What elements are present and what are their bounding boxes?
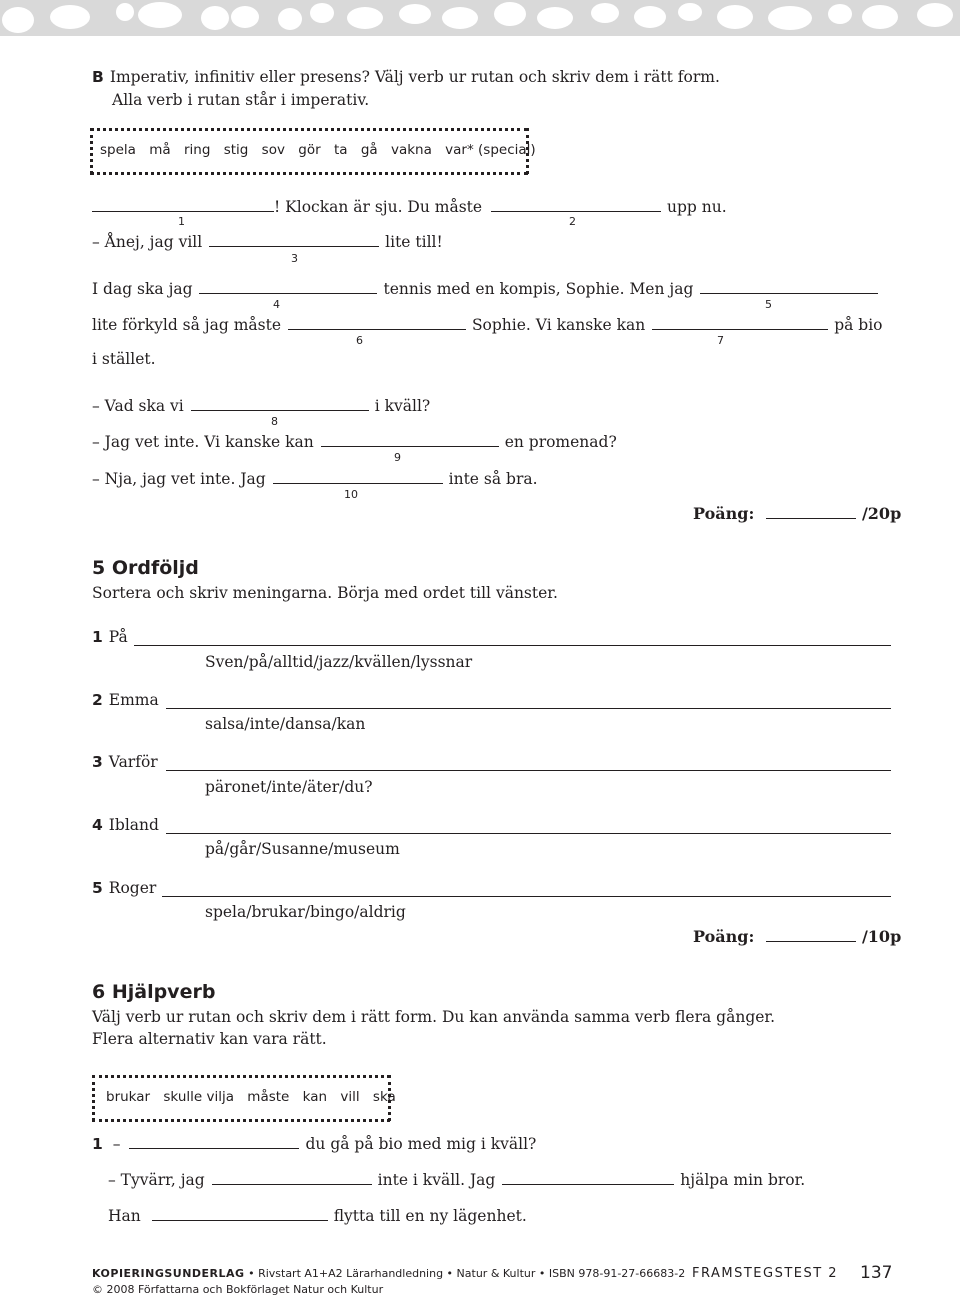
item-number: 4 xyxy=(92,816,103,834)
points-max: /20p xyxy=(861,504,902,523)
exercise-b-text: i kväll? xyxy=(374,397,431,415)
section-6-title: 6 Hjälpverb xyxy=(92,981,216,1003)
ordfoljd-item-2 xyxy=(92,691,159,709)
word-hint-4: på/går/Susanne/museum xyxy=(205,840,400,858)
exercise-b-line-7 xyxy=(92,433,617,451)
ordfoljd-item-5 xyxy=(92,879,156,897)
word-box-b-word: ring xyxy=(183,142,211,158)
item-number: 5 xyxy=(92,879,103,897)
blank-number-6: 6 xyxy=(356,334,363,347)
word-box-b-word: var* (special) xyxy=(445,142,536,158)
answer-blank-7[interactable] xyxy=(652,329,828,330)
word-box-6-word: skulle vilja xyxy=(163,1089,234,1105)
word-hint-5: spela/brukar/bingo/aldrig xyxy=(205,903,406,921)
header-decoration-icon xyxy=(0,0,960,36)
section-5-title: 5 Ordföljd xyxy=(92,557,199,579)
blank-number-10: 10 xyxy=(344,488,358,501)
exercise-6-text: inte i kväll. Jag xyxy=(377,1171,496,1189)
exercise-b-line-3 xyxy=(92,280,878,298)
footer-test-name: FRAMSTEGSTEST 2 xyxy=(692,1266,839,1281)
word-box-6 xyxy=(92,1075,396,1121)
exercise-b-line-4 xyxy=(92,316,883,334)
item-start-word: På xyxy=(108,628,128,646)
exercise-b-text: – Ånej, jag vill xyxy=(92,233,203,251)
points-blank-b[interactable] xyxy=(766,518,856,519)
answer-blank-9[interactable] xyxy=(321,446,499,447)
question-number: 1 xyxy=(92,1135,103,1153)
points-label: Poäng: xyxy=(693,504,755,523)
word-hint-3: päronet/inte/äter/du? xyxy=(205,778,373,796)
word-box-b-word: gör xyxy=(298,142,321,158)
page-number: 137 xyxy=(860,1263,893,1283)
word-box-6-word: vill xyxy=(340,1089,360,1105)
footer-info-line xyxy=(92,1267,685,1280)
answer-blank-10[interactable] xyxy=(273,483,443,484)
blank-number-4: 4 xyxy=(273,298,280,311)
footer-label: KOPIERINGSUNDERLAG xyxy=(92,1267,245,1280)
points-row-b xyxy=(693,504,901,523)
blank-number-1: 1 xyxy=(178,215,185,228)
blank-number-3: 3 xyxy=(291,252,298,265)
answer-blank-6-1[interactable] xyxy=(129,1148,299,1149)
answer-blank-6-2[interactable] xyxy=(212,1184,372,1185)
answer-blank-6-4[interactable] xyxy=(152,1220,328,1221)
word-box-b-word: ta xyxy=(333,142,348,158)
answer-line-1[interactable] xyxy=(134,645,891,646)
answer-blank-5[interactable] xyxy=(700,293,878,294)
word-box-6-word: brukar xyxy=(106,1089,151,1105)
exercise-b-text: tennis med en kompis, Sophie. Men jag xyxy=(383,280,694,298)
section-b-instruction-2: Alla verb i rutan står i imperativ. xyxy=(112,91,370,109)
exercise-6-text: – Tyvärr, jag xyxy=(108,1171,205,1189)
word-box-b-word: spela xyxy=(100,142,136,158)
footer-copyright: © 2008 Författarna och Bokförlaget Natur och Kultur xyxy=(92,1283,384,1296)
answer-blank-6[interactable] xyxy=(288,329,466,330)
ordfoljd-item-1 xyxy=(92,628,128,646)
word-box-b-word: gå xyxy=(360,142,378,158)
answer-blank-4[interactable] xyxy=(199,293,377,294)
item-number: 3 xyxy=(92,753,103,771)
exercise-b-text: – Vad ska vi xyxy=(92,397,184,415)
section-b-instruction-1: Imperativ, infinitiv eller presens? Välj verb ur rutan och skriv dem i rätt form. xyxy=(109,68,720,86)
word-box-6-words xyxy=(106,1089,396,1105)
exercise-6-line-2 xyxy=(108,1171,805,1189)
exercise-b-text: ! Klockan är sju. Du måste xyxy=(274,198,483,216)
points-max: /10p xyxy=(861,927,902,946)
exercise-b-line-6 xyxy=(92,397,430,415)
answer-line-2[interactable] xyxy=(166,708,891,709)
answer-line-4[interactable] xyxy=(166,833,891,834)
item-number: 1 xyxy=(92,628,103,646)
exercise-6-text: du gå på bio med mig i kväll? xyxy=(305,1135,537,1153)
answer-blank-3[interactable] xyxy=(209,246,379,247)
answer-line-3[interactable] xyxy=(166,770,891,771)
ordfoljd-item-4 xyxy=(92,816,159,834)
word-box-b-word: må xyxy=(149,142,171,158)
section-b-letter: B xyxy=(92,68,104,86)
word-box-b-word: stig xyxy=(223,142,249,158)
points-blank-5[interactable] xyxy=(766,941,856,942)
section-6-instruction-1: Välj verb ur rutan och skriv dem i rätt form. Du kan använda samma verb flera gånger. xyxy=(92,1008,776,1026)
exercise-6-line-3 xyxy=(108,1207,527,1225)
section-b-heading xyxy=(92,68,720,86)
exercise-b-text: lite förkyld så jag måste xyxy=(92,316,281,334)
word-hint-2: salsa/inte/dansa/kan xyxy=(205,715,366,733)
answer-blank-2[interactable] xyxy=(491,211,661,212)
ordfoljd-item-3 xyxy=(92,753,158,771)
blank-number-2: 2 xyxy=(569,215,576,228)
exercise-b-text: – Nja, jag vet inte. Jag xyxy=(92,470,266,488)
item-start-word: Ibland xyxy=(108,816,159,834)
answer-blank-6-3[interactable] xyxy=(502,1184,674,1185)
exercise-b-text: en promenad? xyxy=(504,433,617,451)
exercise-b-text: lite till! xyxy=(385,233,443,251)
exercise-6-text: flytta till en ny lägenhet. xyxy=(333,1207,527,1225)
blank-number-5: 5 xyxy=(765,298,772,311)
word-box-b-words xyxy=(100,142,536,158)
word-hint-1: Sven/på/alltid/jazz/kvällen/lyssnar xyxy=(205,653,473,671)
points-row-5 xyxy=(693,927,901,946)
exercise-6-line-1 xyxy=(92,1135,536,1153)
section-5-instruction: Sortera och skriv meningarna. Börja med ordet till vänster. xyxy=(92,584,558,602)
exercise-6-text: Han xyxy=(108,1207,141,1225)
exercise-b-line-2 xyxy=(92,233,443,251)
header-band xyxy=(0,0,960,36)
word-box-6-word: måste xyxy=(247,1089,290,1105)
answer-blank-1[interactable] xyxy=(92,211,274,212)
exercise-b-text: på bio xyxy=(834,316,883,334)
blank-number-9: 9 xyxy=(394,451,401,464)
exercise-b-text: I dag ska jag xyxy=(92,280,193,298)
word-box-b-word: vakna xyxy=(390,142,432,158)
section-6-instruction-2: Flera alternativ kan vara rätt. xyxy=(92,1030,327,1048)
exercise-b-text: – Jag vet inte. Vi kanske kan xyxy=(92,433,314,451)
word-box-b xyxy=(90,128,536,174)
exercise-b-text: inte så bra. xyxy=(448,470,538,488)
word-box-6-word: kan xyxy=(302,1089,328,1105)
answer-line-5[interactable] xyxy=(162,896,891,897)
exercise-b-text: upp nu. xyxy=(667,198,727,216)
points-label: Poäng: xyxy=(693,927,755,946)
exercise-b-text: Sophie. Vi kanske kan xyxy=(471,316,646,334)
word-box-6-word: ska xyxy=(372,1089,396,1105)
item-start-word: Roger xyxy=(108,879,157,897)
blank-number-7: 7 xyxy=(717,334,724,347)
item-number: 2 xyxy=(92,691,103,709)
exercise-6-text: – xyxy=(112,1135,121,1153)
exercise-b-line-1 xyxy=(92,198,727,216)
word-box-b-word: sov xyxy=(261,142,285,158)
answer-blank-8[interactable] xyxy=(191,410,369,411)
exercise-b-line-8 xyxy=(92,470,538,488)
exercise-b-line-5: i stället. xyxy=(92,350,156,368)
item-start-word: Varför xyxy=(108,753,158,771)
blank-number-8: 8 xyxy=(271,415,278,428)
item-start-word: Emma xyxy=(108,691,159,709)
exercise-6-text: hjälpa min bror. xyxy=(680,1171,806,1189)
footer-info: • Rivstart A1+A2 Lärarhandledning • Natur & Kultur • ISBN 978-91-27-66683-2 xyxy=(248,1267,686,1280)
